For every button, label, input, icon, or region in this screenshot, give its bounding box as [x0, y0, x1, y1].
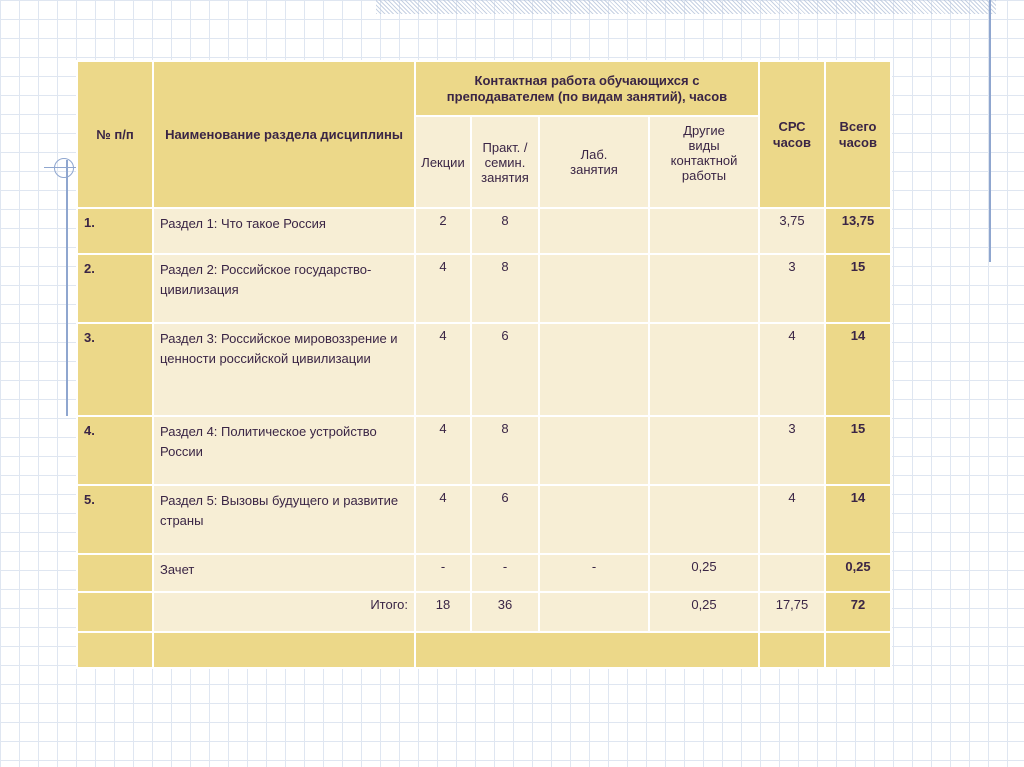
total-practical: 36 — [471, 592, 539, 632]
empty-cell — [415, 632, 759, 668]
row-number: 3. — [77, 323, 153, 416]
srs-hours: 4 — [759, 485, 825, 554]
total-label: Итого: — [153, 592, 415, 632]
total-hours: 15 — [825, 416, 891, 485]
header-practical: Практ. / семин. занятия — [471, 116, 539, 208]
total-number-cell — [77, 592, 153, 632]
srs-hours: 3,75 — [759, 208, 825, 254]
header-contact-work: Контактная работа обучающихся с преподавателем (по видам занятий), часов — [415, 61, 759, 116]
section-name: Раздел 5: Вызовы будущего и развитие страны — [153, 485, 415, 554]
header-lectures: Лекции — [415, 116, 471, 208]
table-row — [77, 323, 891, 416]
total-other: 0,25 — [649, 592, 759, 632]
decorative-vertical-line — [989, 0, 991, 262]
credit-other: 0,25 — [649, 554, 759, 592]
lectures-hours: 4 — [415, 323, 471, 416]
other-hours — [649, 485, 759, 554]
table-row — [77, 416, 891, 485]
other-hours — [649, 208, 759, 254]
srs-hours: 4 — [759, 323, 825, 416]
total-srs: 17,75 — [759, 592, 825, 632]
table-row — [77, 485, 891, 554]
row-number: 4. — [77, 416, 153, 485]
decorative-vertical-line-left — [66, 160, 68, 416]
other-hours — [649, 323, 759, 416]
total-hours: 13,75 — [825, 208, 891, 254]
header-section-name: Наименование раздела дисциплины — [153, 61, 415, 208]
header-lab: Лаб. занятия — [539, 116, 649, 208]
other-hours — [649, 416, 759, 485]
empty-cell — [825, 632, 891, 668]
header-other-contact: Другие виды контактной работы — [649, 116, 759, 208]
other-hours — [649, 254, 759, 323]
header-srs: СРС часов — [759, 61, 825, 208]
total-row — [77, 592, 891, 632]
row-number: 1. — [77, 208, 153, 254]
credit-label: Зачет — [153, 554, 415, 592]
section-name: Раздел 3: Российское мировоззрение и ценности российской цивилизации — [153, 323, 415, 416]
credit-lab: - — [539, 554, 649, 592]
total-hours-sum: 72 — [825, 592, 891, 632]
credit-total: 0,25 — [825, 554, 891, 592]
header-total: Всего часов — [825, 61, 891, 208]
srs-hours: 3 — [759, 416, 825, 485]
practical-hours: 6 — [471, 485, 539, 554]
credit-number-cell — [77, 554, 153, 592]
lab-hours — [539, 416, 649, 485]
row-number: 5. — [77, 485, 153, 554]
total-hours: 14 — [825, 485, 891, 554]
lectures-hours: 2 — [415, 208, 471, 254]
row-number: 2. — [77, 254, 153, 323]
lectures-hours: 4 — [415, 416, 471, 485]
practical-hours: 8 — [471, 254, 539, 323]
lectures-hours: 4 — [415, 254, 471, 323]
lectures-hours: 4 — [415, 485, 471, 554]
lab-hours — [539, 254, 649, 323]
total-lab — [539, 592, 649, 632]
section-name: Раздел 2: Российское государство-цивилизация — [153, 254, 415, 323]
decorative-crosshair-circle — [54, 158, 74, 178]
credit-row — [77, 554, 891, 592]
empty-cell — [77, 632, 153, 668]
credit-lectures: - — [415, 554, 471, 592]
lab-hours — [539, 485, 649, 554]
credit-practical: - — [471, 554, 539, 592]
empty-footer-row — [77, 632, 891, 668]
total-hours: 15 — [825, 254, 891, 323]
header-number: № п/п — [77, 61, 153, 208]
total-hours: 14 — [825, 323, 891, 416]
section-name: Раздел 1: Что такое Россия — [153, 208, 415, 254]
table-row — [77, 208, 891, 254]
practical-hours: 8 — [471, 416, 539, 485]
credit-srs — [759, 554, 825, 592]
total-lectures: 18 — [415, 592, 471, 632]
lab-hours — [539, 208, 649, 254]
lab-hours — [539, 323, 649, 416]
empty-cell — [759, 632, 825, 668]
empty-cell — [153, 632, 415, 668]
discipline-hours-table — [76, 60, 892, 669]
practical-hours: 8 — [471, 208, 539, 254]
table-row — [77, 254, 891, 323]
decorative-hatch-band — [376, 0, 996, 14]
practical-hours: 6 — [471, 323, 539, 416]
section-name: Раздел 4: Политическое устройство России — [153, 416, 415, 485]
srs-hours: 3 — [759, 254, 825, 323]
